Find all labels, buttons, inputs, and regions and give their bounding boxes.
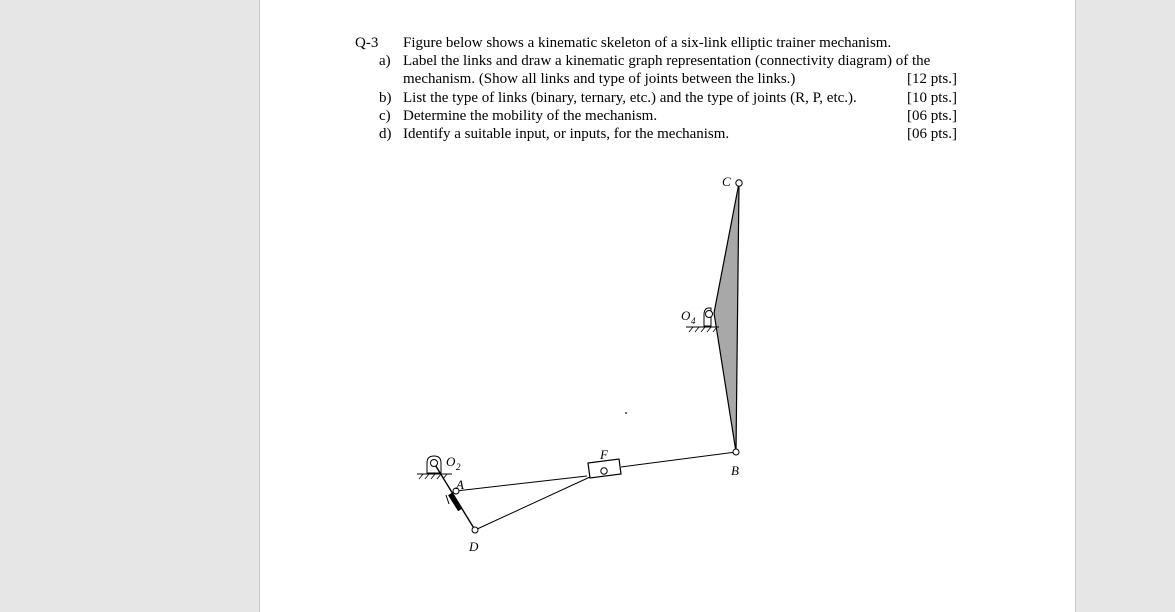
ternary-link (714, 183, 739, 452)
part-c-text: Determine the mobility of the mechanism. (403, 108, 658, 124)
part-b-points: [10 pts.] (907, 90, 957, 106)
part-a-label: a) (379, 53, 391, 69)
question-number: Q-3 (355, 35, 379, 51)
part-d-text: Identify a suitable input, or inputs, for the mechanism. (403, 126, 730, 142)
part-d-label: d) (379, 126, 392, 142)
joint-f (601, 468, 607, 474)
link-a-f (456, 476, 587, 491)
crank-o2-d (434, 463, 475, 530)
part-a-text-line1: Label the links and draw a kinematic graph representation (connectivity diagram) of the (403, 53, 931, 69)
part-c-label: c) (379, 108, 391, 124)
question-intro: Figure below shows a kinematic skeleton of a six-link elliptic trainer mechanism. (403, 35, 892, 51)
joint-o2 (431, 460, 438, 467)
joint-d (472, 527, 478, 533)
part-d-points: [06 pts.] (907, 126, 957, 142)
part-b-label: b) (379, 90, 392, 106)
label-o4: O (681, 308, 691, 323)
joint-c (736, 180, 742, 186)
part-c-points: [06 pts.] (907, 108, 957, 124)
link-d-f (475, 471, 603, 530)
label-o2-subscript: 2 (456, 462, 461, 472)
label-f: F (600, 447, 608, 462)
label-o2: O (446, 454, 456, 469)
joint-o4 (706, 311, 713, 318)
label-o4-subscript: 4 (691, 316, 696, 326)
label-c: C (722, 174, 731, 189)
label-a: A (456, 477, 464, 492)
part-b-text: List the type of links (binary, ternary, etc.) and the type of joints (R, P, etc.). (403, 90, 857, 106)
label-b: B (731, 463, 739, 478)
label-d: D (469, 539, 479, 554)
stray-dot (625, 412, 627, 414)
crank-mark (446, 495, 449, 504)
link-f-b (621, 452, 736, 467)
part-a-text-line2: mechanism. (Show all links and type of joints between the links.) (403, 71, 796, 87)
joint-b (733, 449, 739, 455)
part-a-points: [12 pts.] (907, 71, 957, 87)
